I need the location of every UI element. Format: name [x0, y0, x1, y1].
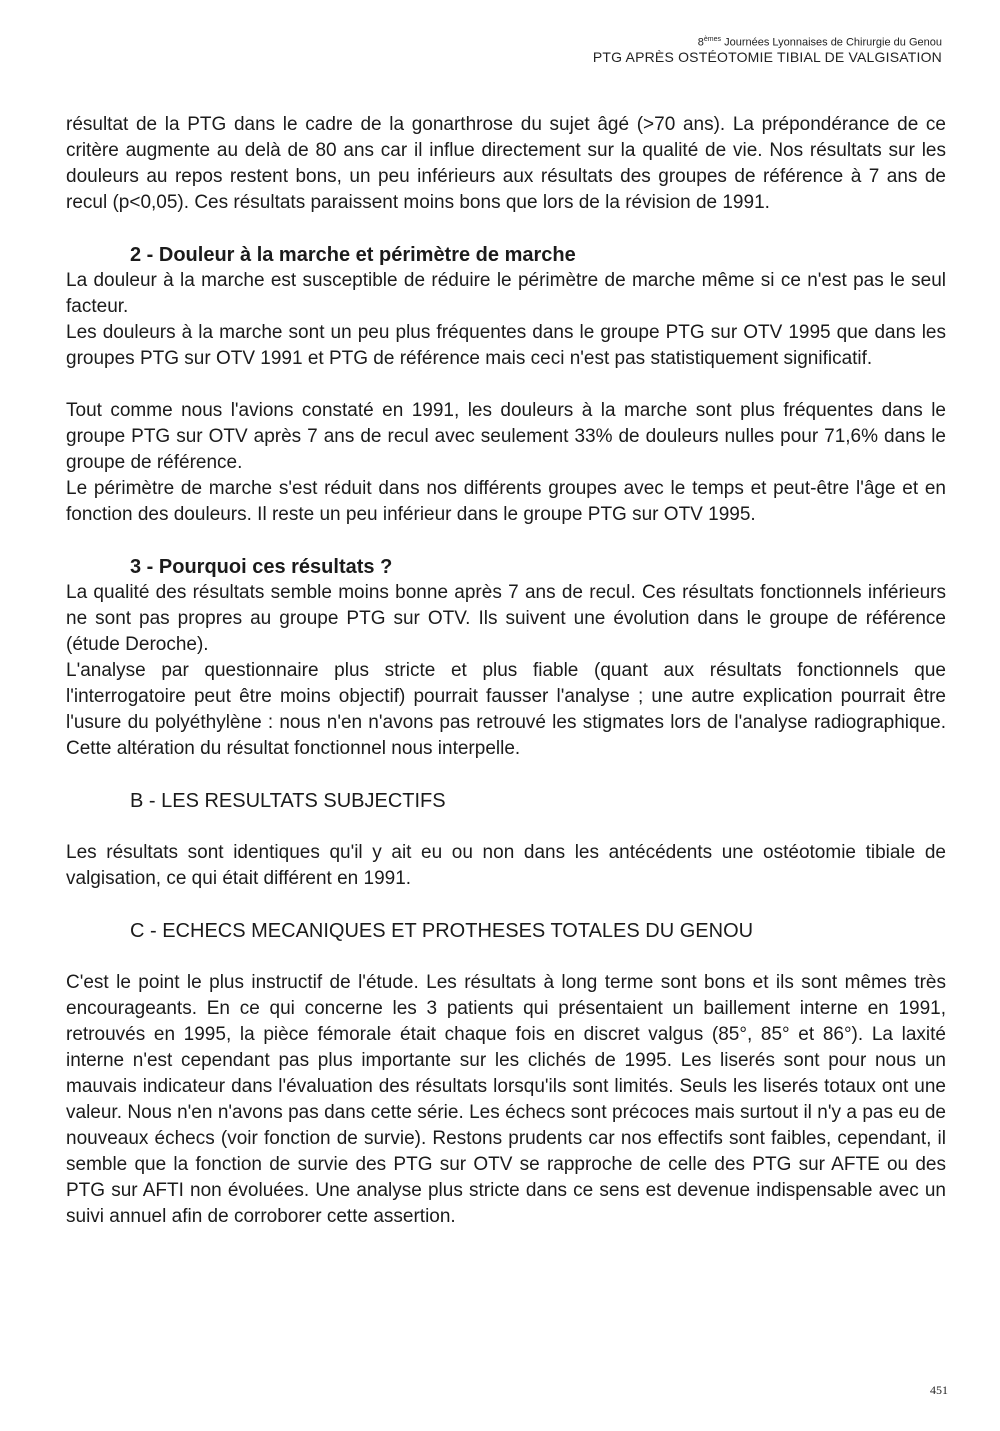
conference-ordinal-suffix: èmes — [703, 36, 722, 43]
running-header — [593, 36, 942, 65]
paragraph-2d: Le périmètre de marche s'est réduit dans nos différents groupes avec le temps et peut-être l'âge et en fonction des douleurs. Il reste un peu inférieur dans le groupe PTG sur OTV 1995. — [66, 478, 946, 525]
page-number: 451 — [930, 1383, 948, 1397]
conference-ordinal: 8 — [697, 36, 704, 49]
page-body — [66, 112, 946, 1230]
conference-name — [593, 36, 942, 49]
paragraph-c: C'est le point le plus instructif de l'étude. Les résultats à long terme sont bons et ils sont mêmes très encourageants. En ce qui concerne les 3 patients qui présentaient un baillement interne en 1991, retrouvés en 1995, la pièce fémorale était chaque fois en discret valgus (85°, 85° et 86°). La laxité interne n'est cependant pas plus importante sur les clichés de 1995. Les liserés sont pour nous un mauvais indicateur dans l'évaluation des résultats lorsqu'ils sont limités. Seuls les liserés totaux ont une valeur. Nous n'en n'avons pas dans cette série. Les échecs sont précoces mais surtout il n'y a pas eu de nouveaux échecs (voir fonction de survie). Restons prudents car nos effectifs sont faibles, cependant, il semble que la fonction de survie des PTG sur OTV se rapproche de celle des PTG sur AFTE ou des PTG sur AFTI non évoluées. Une analyse plus stricte dans ce sens est devenue indispensable avec un suivi annuel afin de corroborer cette assertion. — [66, 972, 946, 1227]
paragraph-2a: La douleur à la marche est susceptible de réduire le périmètre de marche même si ce n'est pas le seul facteur. — [66, 270, 946, 317]
paragraph-3b: L'analyse par questionnaire plus stricte et plus fiable (quant aux résultats fonctionnels que l'interrogatoire peut être moins objectif) pourrait fausser l'analyse ; une autre explication pourrait être l'usure du polyéthylène : nous n'en n'avons pas retrouvé les stigmates lors de l'analyse radiographique. Cette altération du résultat fonctionnel nous interpelle. — [66, 660, 946, 759]
section-b-heading: B - LES RESULTATS SUBJECTIFS — [130, 790, 446, 812]
article-title: PTG APRÈS OSTÉOTOMIE TIBIAL DE VALGISATION — [592, 49, 942, 66]
heading-pourquoi: 3 - Pourquoi ces résultats ? — [130, 556, 393, 578]
paragraph-3a: La qualité des résultats semble moins bonne après 7 ans de recul. Ces résultats fonctionnels inférieurs ne sont pas propres au groupe PTG sur OTV. Ils suivent une évolution dans le groupe de référence (étude Deroche). — [66, 582, 946, 655]
conference-rest: Journées Lyonnaises de Chirurgie du Genou — [721, 36, 942, 49]
paragraph-2b: Les douleurs à la marche sont un peu plus fréquentes dans le groupe PTG sur OTV 1995 que dans les groupes PTG sur OTV 1991 et PTG de référence mais ceci n'est pas statistiquement significatif. — [66, 322, 946, 369]
intro-paragraph: résultat de la PTG dans le cadre de la gonarthrose du sujet âgé (>70 ans). La prépondérance de ce critère augmente au delà de 80 ans car il influe directement sur la qualité de vie. Nos résultats sur les douleurs au repos restent bons, un peu inférieurs aux résultats des groupes de référence à 7 ans de recul (p<0,05). Ces résultats paraissent moins bons que lors de la révision de 1991. — [66, 114, 946, 213]
heading-douleur-marche: 2 - Douleur à la marche et périmètre de marche — [130, 244, 576, 266]
section-c-heading: C - ECHECS MECANIQUES ET PROTHESES TOTALES DU GENOU — [130, 920, 754, 942]
paragraph-b: Les résultats sont identiques qu'il y ait eu ou non dans les antécédents une ostéotomie tibiale de valgisation, ce qui était différent en 1991. — [66, 842, 946, 889]
paragraph-2c: Tout comme nous l'avions constaté en 1991, les douleurs à la marche sont plus fréquentes dans le groupe PTG sur OTV après 7 ans de recul avec seulement 33% de douleurs nulles pour 71,6% dans le groupe de référence. — [66, 400, 946, 473]
